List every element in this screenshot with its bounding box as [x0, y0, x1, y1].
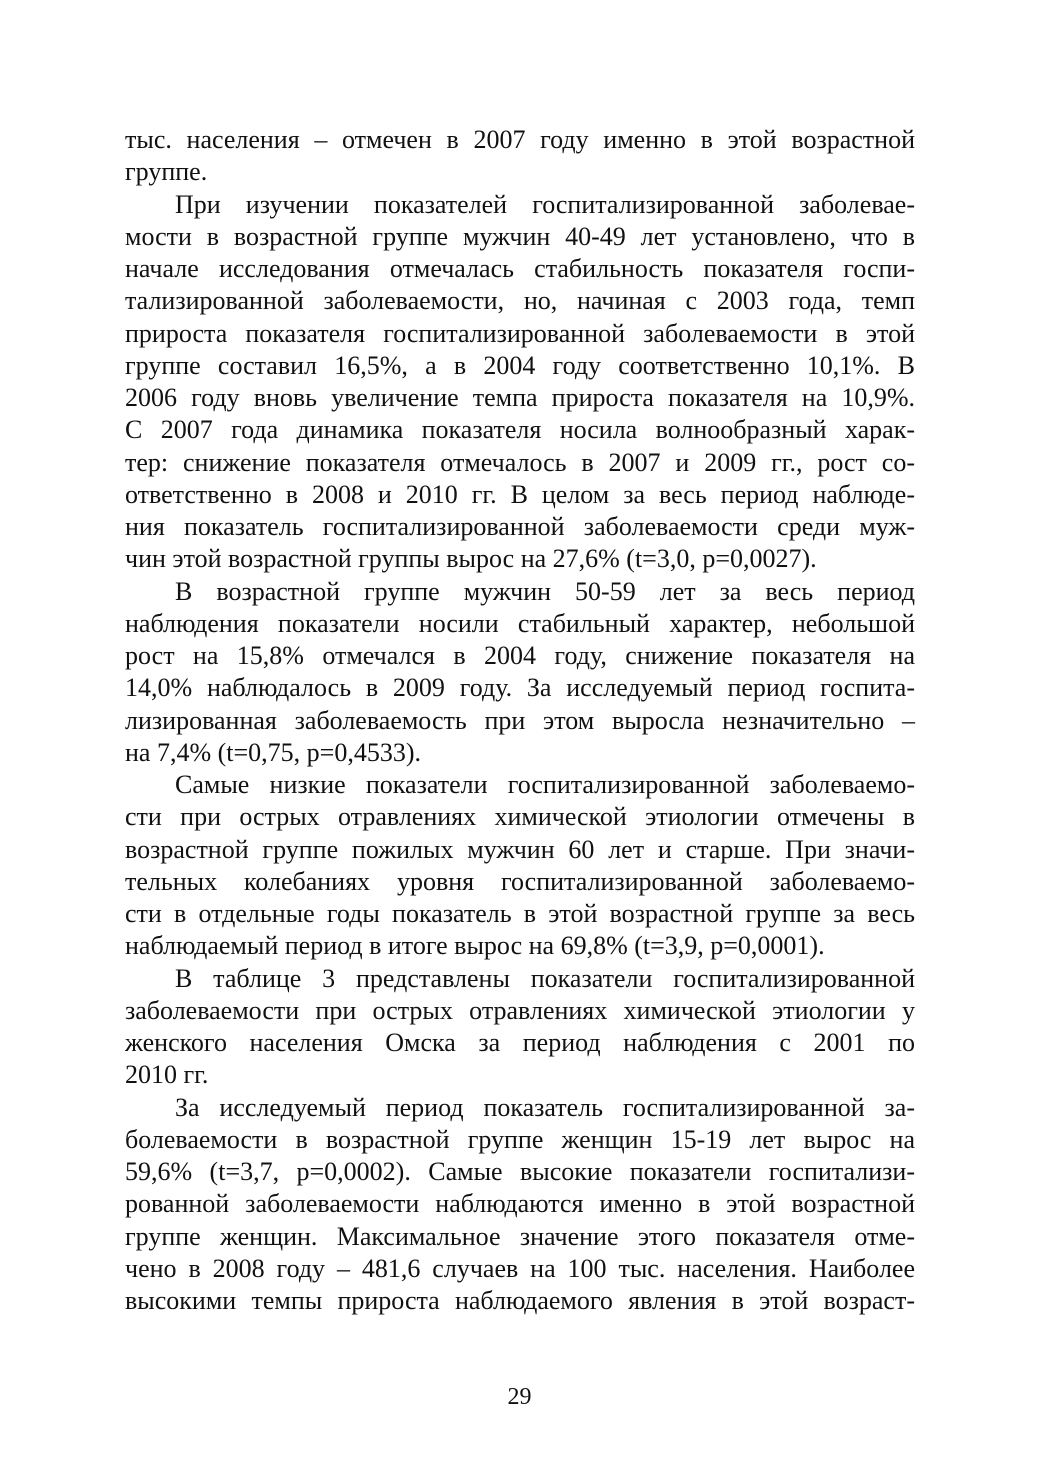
- text-line: начале исследования отмечалась стабильность показателя госпи-: [125, 254, 915, 283]
- text-line: группе.: [125, 157, 208, 187]
- text-line: женского населения Омска за период наблюдения с 2001 по: [125, 1028, 915, 1057]
- text-line: 59,6% (t=3,7, p=0,0002). Самые высокие показатели госпитализи-: [125, 1157, 915, 1186]
- text-line: чено в 2008 году – 481,6 случаев на 100 тыс. населения. Наиболее: [125, 1253, 915, 1283]
- text-line: 2010 гг.: [125, 1060, 209, 1090]
- text-line: При изучении показателей госпитализированной заболевае-: [175, 189, 915, 219]
- page-number: 29: [507, 1384, 532, 1410]
- text-line: на 7,4% (t=0,75, p=0,4533).: [125, 737, 421, 767]
- text-line: ответственно в 2008 и 2010 гг. В целом за весь период наблюде-: [125, 479, 915, 509]
- text-line: чин этой возрастной группы вырос на 27,6% (t=3,0, p=0,0027).: [125, 544, 817, 574]
- body-text: [125, 124, 915, 1317]
- text-line: прироста показателя госпитализированной заболеваемости в этой: [125, 318, 915, 348]
- text-line: 14,0% наблюдалось в 2009 году. За исследуемый период госпита-: [125, 673, 915, 703]
- text-line: рост на 15,8% отмечался в 2004 году, снижение показателя на: [125, 641, 915, 670]
- text-line: заболеваемости при острых отравлениях химической этиологии у: [125, 995, 915, 1025]
- text-line: ния показатель госпитализированной заболеваемости среди муж-: [125, 512, 915, 541]
- text-line: В таблице 3 представлены показатели госпитализированной: [175, 963, 915, 993]
- text-line: мости в возрастной группе мужчин 40-49 лет установлено, что в: [125, 221, 915, 251]
- text-line: наблюдаемый период в итоге вырос на 69,8% (t=3,9, p=0,0001).: [125, 931, 825, 961]
- text-line: высокими темпы прироста наблюдаемого явления в этой возраст-: [125, 1286, 915, 1315]
- text-line: Самые низкие показатели госпитализированной заболеваемо-: [175, 770, 915, 799]
- text-line: наблюдения показатели носили стабильный характер, небольшой: [125, 608, 915, 638]
- text-line: За исследуемый период показатель госпитализированной за-: [175, 1092, 915, 1122]
- text-line: тыс. населения – отмечен в 2007 году именно в этой возрастной: [125, 125, 915, 154]
- text-line: группе составил 16,5%, а в 2004 году соответственно 10,1%. В: [125, 350, 915, 380]
- text-line: тер: снижение показателя отмечалось в 2007 и 2009 гг., рост со-: [125, 447, 915, 477]
- text-line: возрастной группе пожилых мужчин 60 лет и старше. При значи-: [125, 834, 915, 864]
- text-line: С 2007 года динамика показателя носила волнообразный харак-: [125, 415, 915, 445]
- text-line: тельных колебаниях уровня госпитализированной заболеваемо-: [125, 866, 915, 896]
- text-line: рованной заболеваемости наблюдаются именно в этой возрастной: [125, 1189, 915, 1219]
- text-line: тализированной заболеваемости, но, начиная с 2003 года, темп: [125, 286, 915, 316]
- text-line: болеваемости в возрастной группе женщин 15-19 лет вырос на: [125, 1124, 915, 1154]
- text-line: лизированная заболеваемость при этом выросла незначительно –: [125, 705, 915, 735]
- text-line: В возрастной группе мужчин 50-59 лет за весь период: [175, 576, 915, 606]
- text-line: группе женщин. Максимальное значение этого показателя отме-: [125, 1221, 915, 1251]
- text-line: сти при острых отравлениях химической этиологии отмечены в: [125, 802, 915, 832]
- text-line: сти в отдельные годы показатель в этой возрастной группе за весь: [125, 899, 915, 928]
- text-line: 2006 году вновь увеличение темпа прироста показателя на 10,9%.: [125, 383, 915, 412]
